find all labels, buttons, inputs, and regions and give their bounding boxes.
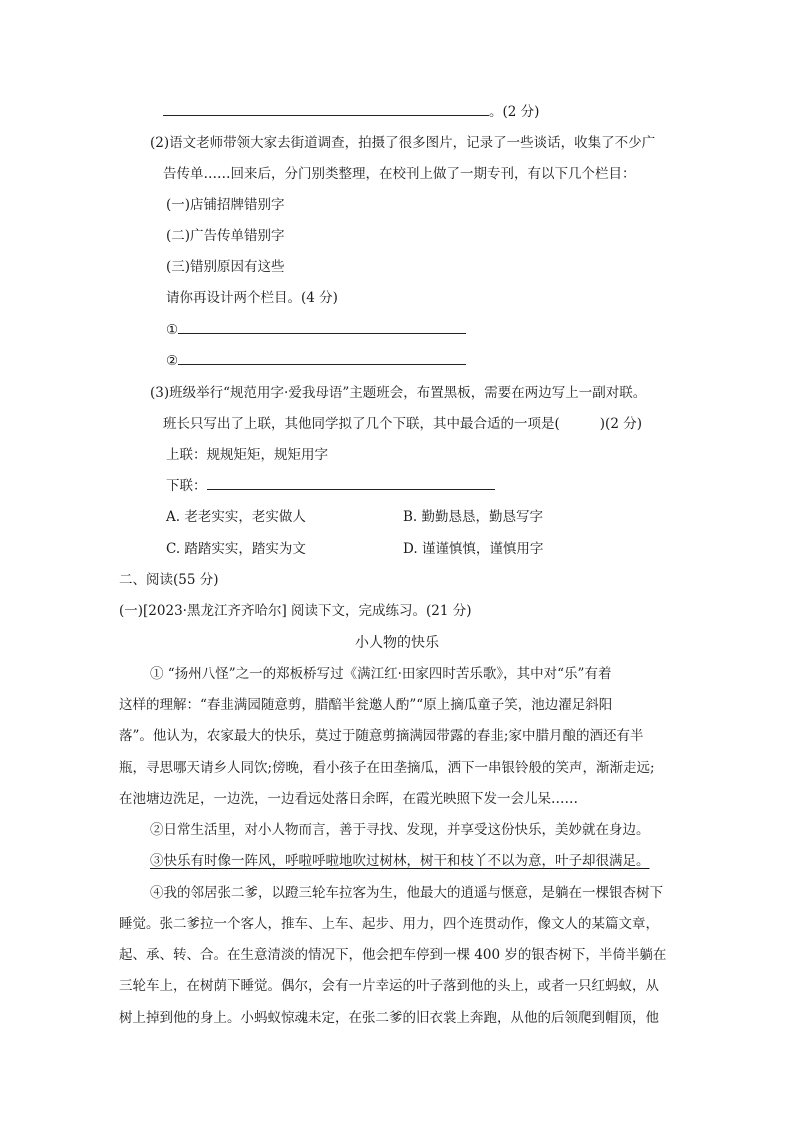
q2-column-3: (三)错别原因有这些 — [166, 259, 285, 275]
q3-question-text: 班长只写出了上联，其他同学拟了几个下联，其中最合适的一项是( — [163, 416, 560, 432]
section-heading: 二、阅读(55 分) — [119, 572, 219, 588]
answer-blank[interactable] — [207, 477, 495, 490]
para1-line: 落”。他认为，农家最大的快乐，莫过于随意剪摘满园带露的春韭;家中腊月酿的酒还有半 — [119, 728, 644, 744]
option-d[interactable]: D. 谨谨慎慎，谨慎用字 — [403, 541, 544, 557]
answer-blank[interactable] — [178, 321, 466, 334]
q2-line2: 告传单……回来后，分门别类整理，在校刊上做了一期专刊，有以下几个栏目： — [163, 166, 636, 182]
option-c[interactable]: C. 踏踏实实，踏实为文 — [166, 541, 306, 557]
q1-score: 。(2 分) — [489, 104, 540, 120]
q2-column-1: (一)店铺招牌错别字 — [166, 197, 285, 213]
para1-line: 这样的理解：“春韭满园随意剪，腊醅半瓮邀人酌”“原上摘瓜童子笑，池边濯足斜阳 — [119, 697, 613, 713]
para4-line: 睡觉。张二爹拉一个客人，推车、上车、起步、用力，四个连贯动作，像文人的某篇文章， — [119, 916, 659, 932]
para4-line: ④我的邻居张二爹，以蹬三轮车拉客为生，他最大的逍遥与惬意，是躺在一棵银杏树下 — [150, 885, 663, 901]
para2: ②日常生活里，对小人物而言，善于寻找、发现，并享受这份快乐，美妙就在身边。 — [150, 822, 650, 838]
para1-line: 在池塘边洗足，一边洗，一边看远处落日余晖，在霞光映照下发一会儿呆…… — [119, 791, 578, 807]
lower-label: 下联： — [166, 478, 207, 494]
part-header: (一)[2023·黑龙江齐齐哈尔] 阅读下文，完成练习。(21 分) — [119, 603, 472, 619]
para4-line: 树上掉到他的身上。小蚂蚁惊魂未定，在张二爹的旧衣裳上奔跑，从他的后领爬到帽顶，他 — [119, 1010, 659, 1026]
q3-upper-couplet: 上联：规规矩矩，规矩用字 — [166, 447, 328, 463]
para1-line: ① “扬州八怪”之一的郑板桥写过《满江红·田家四时苦乐歌》，其中对“乐”有着 — [150, 666, 612, 682]
q3-score: )(2 分) — [599, 416, 642, 432]
q2-prompt: 请你再设计两个栏目。(4 分) — [166, 290, 338, 306]
q2-blank-row-1 — [166, 321, 466, 339]
q3-line1: (3)班级举行“规范用字·爱我母语”主题班会，布置黑板，需要在两边写上一副对联。 — [150, 385, 647, 401]
q3-lower-couplet — [166, 477, 495, 495]
blank-number: ② — [166, 353, 179, 369]
q3-line2 — [163, 415, 642, 433]
para4-line: 起、承、转、合。在生意清淡的情况下，他会把车停到一棵 400 岁的银杏树下，半倚半躺在 — [119, 947, 667, 963]
q2-blank-row-2 — [166, 352, 466, 370]
answer-blank[interactable] — [178, 352, 466, 365]
answer-blank[interactable] — [163, 103, 489, 116]
para4-line: 三轮车上，在树荫下睡觉。偶尔，会有一片幸运的叶子落到他的头上，或者一只红蚂蚁，从 — [119, 978, 659, 994]
q1-answer-line — [163, 103, 539, 121]
q2-line1: (2)语文老师带领大家去街道调查，拍摄了很多图片，记录了一些谈话，收集了不少广 — [150, 135, 656, 151]
para3-underlined: ③快乐有时像一阵风，呼啦呼啦地吹过树林，树干和枝丫不以为意，叶子却很满足。 — [150, 853, 650, 869]
article-title: 小人物的快乐 — [355, 635, 439, 651]
blank-number: ① — [166, 322, 179, 338]
option-a[interactable]: A. 老老实实，老实做人 — [166, 509, 306, 525]
q2-column-2: (二)广告传单错别字 — [166, 228, 285, 244]
para1-line: 瓶，寻思哪天请乡人同饮;傍晚，看小孩子在田垄摘瓜，洒下一串银铃般的笑声，渐渐走远; — [119, 760, 655, 776]
option-b[interactable]: B. 勤勤恳恳，勤恳写字 — [403, 509, 544, 525]
